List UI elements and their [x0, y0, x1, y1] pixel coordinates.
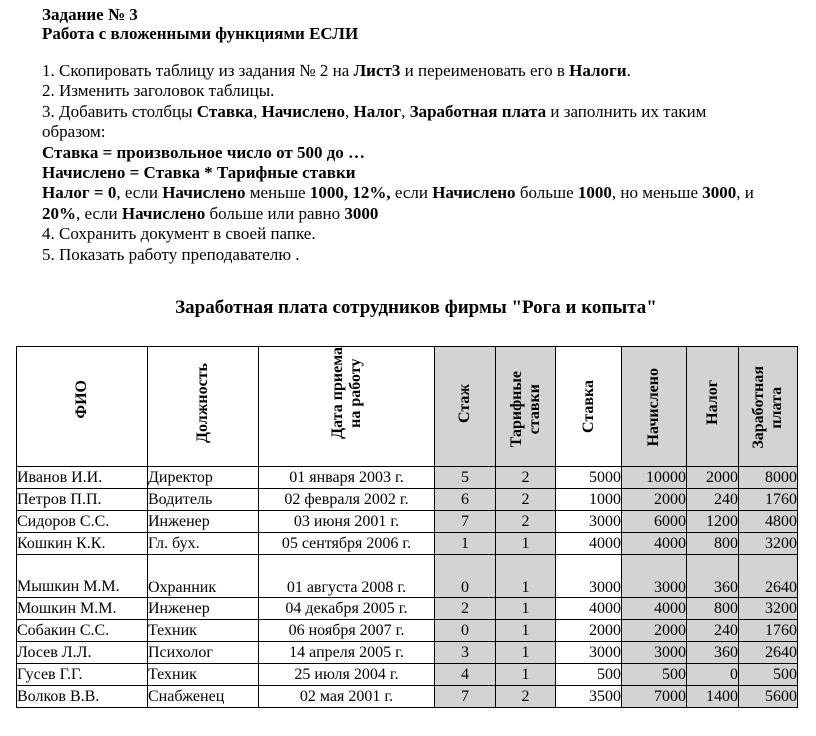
cell-dolzhnost: Директор — [148, 466, 259, 488]
cell-stavka: 500 — [556, 663, 622, 685]
table-row — [17, 466, 798, 488]
cell-nachisleno: 4000 — [622, 597, 687, 619]
cell-dolzhnost: Техник — [148, 663, 259, 685]
cell-stavka: 3000 — [556, 641, 622, 663]
cell-nachisleno: 2000 — [622, 619, 687, 641]
task-title: Задание № 3 — [42, 5, 138, 24]
instruction-1: 1. Скопировать таблицу из задания № 2 на Лист3 и переименовать его в Налоги. — [42, 61, 631, 80]
cell-tarif: 1 — [496, 663, 556, 685]
cell-nachisleno: 7000 — [622, 685, 687, 707]
cell-nachisleno: 500 — [622, 663, 687, 685]
cell-data: 14 апреля 2005 г. — [259, 641, 435, 663]
cell-data: 06 ноября 2007 г. — [259, 619, 435, 641]
cell-zp: 2640 — [739, 554, 798, 597]
cell-nalog: 2000 — [687, 466, 739, 488]
cell-data: 01 августа 2008 г. — [259, 554, 435, 597]
cell-data: 02 февраля 2002 г. — [259, 488, 435, 510]
table-title: Заработная плата сотрудников фирмы "Рога и копыта" — [175, 297, 657, 318]
cell-stazh: 4 — [435, 663, 496, 685]
cell-fio: Собакин С.С. — [17, 619, 148, 641]
instruction-5: 5. Показать работу преподавателю . — [42, 244, 300, 264]
cell-stazh: 3 — [435, 641, 496, 663]
cell-nachisleno: 4000 — [622, 532, 687, 554]
table-row — [17, 619, 798, 641]
header-nachisleno: Начислено — [622, 347, 687, 467]
header-dolzhnost: Должность — [148, 347, 259, 467]
salary-table — [16, 346, 798, 708]
cell-nalog: 240 — [687, 488, 739, 510]
header-fio: ФИО — [17, 347, 148, 467]
cell-zp: 5600 — [739, 685, 798, 707]
cell-nalog: 800 — [687, 597, 739, 619]
table-row — [17, 554, 798, 597]
cell-dolzhnost: Инженер — [148, 510, 259, 532]
instruction-3-cont: образом: — [42, 122, 106, 142]
instruction-2: 2. Изменить заголовок таблицы. — [42, 81, 275, 101]
cell-stavka: 1000 — [556, 488, 622, 510]
cell-zp: 500 — [739, 663, 798, 685]
cell-tarif: 1 — [496, 554, 556, 597]
cell-data: 01 января 2003 г. — [259, 466, 435, 488]
rule-nalog: Налог = 0, если Начислено меньше 1000, 12%, если Начислено больше 1000, но меньше 3000, и — [42, 183, 754, 203]
cell-stazh: 0 — [435, 619, 496, 641]
cell-dolzhnost: Снабженец — [148, 685, 259, 707]
cell-fio: Гусев Г.Г. — [17, 663, 148, 685]
cell-fio: Мошкин М.М. — [17, 597, 148, 619]
cell-nachisleno: 3000 — [622, 554, 687, 597]
cell-tarif: 1 — [496, 641, 556, 663]
cell-data: 03 июня 2001 г. — [259, 510, 435, 532]
cell-nalog: 0 — [687, 663, 739, 685]
cell-fio: Кошкин К.К. — [17, 532, 148, 554]
header-nalog: Налог — [687, 347, 739, 467]
cell-tarif: 2 — [496, 466, 556, 488]
cell-dolzhnost: Охранник — [148, 554, 259, 597]
cell-stavka: 4000 — [556, 532, 622, 554]
cell-fio: Лосев Л.Л. — [17, 641, 148, 663]
cell-dolzhnost: Гл. бух. — [148, 532, 259, 554]
cell-nachisleno: 3000 — [622, 641, 687, 663]
cell-nalog: 360 — [687, 641, 739, 663]
cell-tarif: 2 — [496, 685, 556, 707]
header-tarifnye-stavki: Тарифные ставки — [496, 347, 556, 467]
cell-tarif: 2 — [496, 510, 556, 532]
rule-nalog-cont: 20%, если Начислено больше или равно 3000 — [42, 203, 379, 223]
cell-nalog: 1200 — [687, 510, 739, 532]
instruction-4: 4. Сохранить документ в своей папке. — [42, 224, 316, 244]
cell-nachisleno: 6000 — [622, 510, 687, 532]
header-stazh: Стаж — [435, 347, 496, 467]
cell-tarif: 1 — [496, 619, 556, 641]
cell-stazh: 6 — [435, 488, 496, 510]
cell-fio: Иванов И.И. — [17, 466, 148, 488]
cell-fio: Сидоров С.С. — [17, 510, 148, 532]
cell-tarif: 1 — [496, 597, 556, 619]
cell-zp: 1760 — [739, 619, 798, 641]
instruction-3: 3. Добавить столбцы Ставка, Начислено, Налог, Заработная плата и заполнить их таким — [42, 101, 707, 121]
cell-stazh: 7 — [435, 510, 496, 532]
cell-data: 25 июля 2004 г. — [259, 663, 435, 685]
cell-dolzhnost: Техник — [148, 619, 259, 641]
table-row — [17, 597, 798, 619]
rule-stavka: Ставка = произвольное число от 500 до … — [42, 142, 366, 162]
cell-zp: 3200 — [739, 532, 798, 554]
cell-data: 05 сентября 2006 г. — [259, 532, 435, 554]
cell-zp: 2640 — [739, 641, 798, 663]
cell-stazh: 0 — [435, 554, 496, 597]
cell-tarif: 1 — [496, 532, 556, 554]
cell-zp: 4800 — [739, 510, 798, 532]
rule-nachisleno: Начислено = Ставка * Тарифные ставки — [42, 163, 356, 183]
cell-zp: 8000 — [739, 466, 798, 488]
task-subtitle: Работа с вложенными функциями ЕСЛИ — [42, 24, 359, 43]
cell-zp: 1760 — [739, 488, 798, 510]
cell-dolzhnost: Инженер — [148, 597, 259, 619]
cell-stavka: 2000 — [556, 619, 622, 641]
cell-dolzhnost: Водитель — [148, 488, 259, 510]
cell-fio: Петров П.П. — [17, 488, 148, 510]
cell-nachisleno: 10000 — [622, 466, 687, 488]
cell-fio: Мышкин М.М. — [17, 554, 148, 597]
table-row — [17, 641, 798, 663]
table-row — [17, 532, 798, 554]
table-row — [17, 488, 798, 510]
cell-zp: 3200 — [739, 597, 798, 619]
cell-stazh: 5 — [435, 466, 496, 488]
cell-nalog: 240 — [687, 619, 739, 641]
cell-nachisleno: 2000 — [622, 488, 687, 510]
cell-data: 04 декабря 2005 г. — [259, 597, 435, 619]
instructions — [42, 61, 812, 265]
header-data-priema: Дата приема на работу — [259, 347, 435, 467]
cell-nalog: 360 — [687, 554, 739, 597]
cell-nalog: 800 — [687, 532, 739, 554]
table-row — [17, 510, 798, 532]
cell-data: 02 мая 2001 г. — [259, 685, 435, 707]
cell-fio: Волков В.В. — [17, 685, 148, 707]
table-row — [17, 685, 798, 707]
cell-stavka: 5000 — [556, 466, 622, 488]
cell-stavka: 3500 — [556, 685, 622, 707]
cell-dolzhnost: Психолог — [148, 641, 259, 663]
cell-stazh: 1 — [435, 532, 496, 554]
cell-stavka: 4000 — [556, 597, 622, 619]
cell-stazh: 7 — [435, 685, 496, 707]
table-header-row — [17, 347, 798, 467]
cell-stazh: 2 — [435, 597, 496, 619]
header-zarabotnaya-plata: Заработная плата — [739, 347, 798, 467]
cell-tarif: 2 — [496, 488, 556, 510]
cell-stavka: 3000 — [556, 510, 622, 532]
table-row — [17, 663, 798, 685]
cell-nalog: 1400 — [687, 685, 739, 707]
header-stavka: Ставка — [556, 347, 622, 467]
cell-stavka: 3000 — [556, 554, 622, 597]
